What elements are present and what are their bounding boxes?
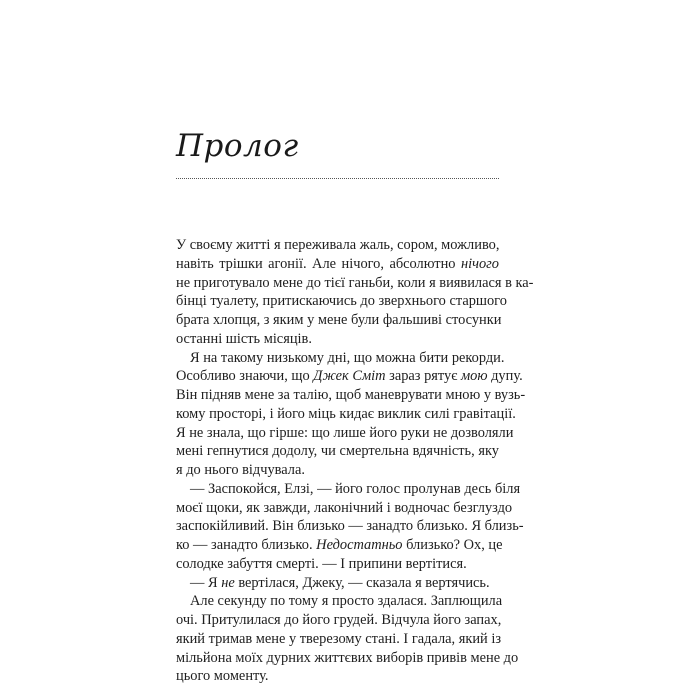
text-line: солодке забуття смерті. — І припини вертітися. — [176, 555, 467, 572]
text-line: — Я не вертілася, Джеку, — сказала я вертячись. — [190, 574, 490, 591]
text-line: не приготувало мене до тієї ганьби, коли я виявилася в ка- — [176, 274, 534, 291]
text-line: очі. Притулилася до його грудей. Відчула його запах, — [176, 612, 502, 628]
text-line: Особливо знаючи, що Джек Сміт зараз рятує мою дупу. — [176, 368, 523, 385]
text-line: Він підняв мене за талію, щоб маневрувати мною у вузь- — [176, 387, 526, 403]
text-line: мені гепнутися додолу, чи смертельна вдячність, яку — [176, 443, 499, 460]
chapter-title: Пролог — [176, 128, 299, 164]
text-line: брата хлопця, з яким у мене були фальшиві стосунки — [176, 312, 502, 328]
text-line: ко — занадто близько. Недостатньо близько? Ох, це — [176, 537, 503, 553]
text-line: У своєму житті я переживала жаль, сором, можливо, — [176, 237, 500, 253]
text-line: — Заспокойся, Елзі, — його голос пролунав десь біля — [190, 480, 521, 497]
dotted-divider — [176, 178, 499, 179]
text-line: Я не знала, що гірше: що лише його руки не дозволяли — [176, 424, 514, 441]
text-line: цього моменту. — [176, 668, 269, 685]
text-line: кому просторі, і його міць кидає виклик силі гравітації. — [176, 405, 516, 422]
text-line: останні шість місяців. — [176, 330, 312, 347]
chapter-text — [176, 236, 534, 686]
text-line: Я на такому низькому дні, що можна бити рекорди. — [190, 349, 505, 366]
emphasis: Недостатньо — [316, 537, 403, 553]
text-line: бінці туалету, притискаючись до зверхнього старшого — [176, 293, 507, 310]
emphasis: Джек Сміт — [313, 368, 386, 385]
text-line: заспокійливий. Він близько — занадто близько. Я близь- — [176, 518, 524, 535]
text-line: Але секунду по тому я просто здалася. Заплющила — [190, 593, 503, 610]
text-line: навіть трішки агонії. Але нічого, абсолютно нічого — [176, 255, 499, 272]
text-line: мільйона моїх дурних життєвих виборів привів мене до — [176, 649, 519, 666]
emphasis: не — [221, 574, 235, 591]
text-line: моєї щоки, як завжди, лаконічний і водночас безглуздо — [176, 499, 513, 516]
text-line: який тримав мене у тверезому стані. І гадала, який із — [176, 630, 502, 647]
text-line: я до нього відчувала. — [176, 462, 305, 478]
emphasis: мою — [460, 368, 488, 385]
emphasis: нічого — [460, 255, 499, 272]
